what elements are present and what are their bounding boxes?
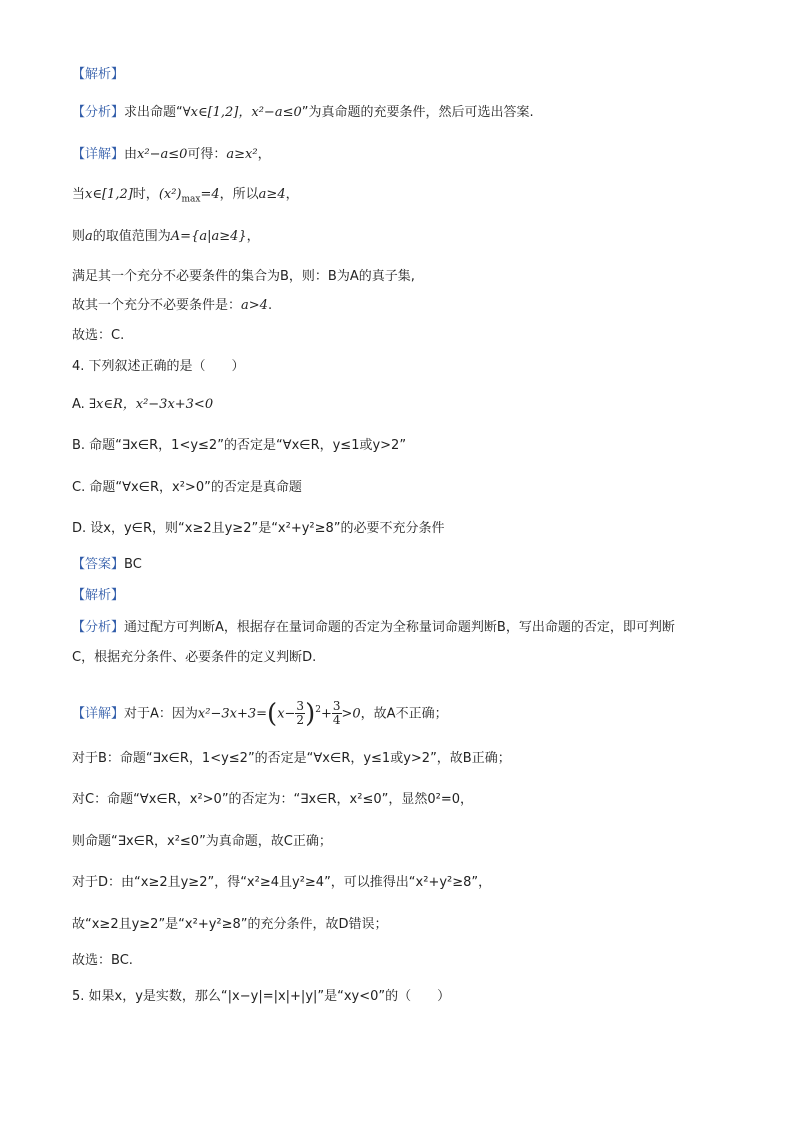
detail-line-1: 【详解】由x²−a≤0可得：a≥x²，: [72, 147, 271, 162]
answer: 【答案】BC: [72, 557, 142, 572]
detail-line-3: 则a的取值范围为A={a|a≥4}，: [72, 229, 260, 244]
detail-c-2: 则命题“∃x∈R，x²≤0”为真命题，故C正确；: [72, 834, 332, 849]
detail-d-1: 对于D：由“x≥2且y≥2”，得“x²≥4且y²≥4”，可以推得出“x²+y²≥8”，: [72, 875, 492, 890]
select-answer-2: 故选：BC.: [72, 953, 133, 968]
question-5: 5. 如果x，y是实数，那么“|x−y|=|x|+|y|”是“xy<0”的（ ）: [72, 989, 451, 1004]
section-label-analysis-1: 【解析】: [72, 67, 125, 82]
analysis-text-1: 【分析】求出命题“∀x∈[1,2]，x²−a≤0”为真命题的充要条件，然后可选出答案.: [72, 105, 534, 120]
option-d: D. 设x，y∈R，则“x≥2且y≥2”是“x²+y²≥8”的必要不充分条件: [72, 521, 445, 536]
option-c: C. 命题“∀x∈R，x²>0”的否定是真命题: [72, 480, 302, 495]
select-answer-1: 故选：C.: [72, 328, 125, 343]
detail-d-2: 故“x≥2且y≥2”是“x²+y²≥8”的充分条件，故D错误；: [72, 917, 388, 932]
option-b: B. 命题“∃x∈R，1<y≤2”的否定是“∀x∈R，y≤1或y>2”: [72, 438, 407, 453]
question-4: 4. 下列叙述正确的是（ ）: [72, 359, 245, 374]
detail-line-2: 当x∈[1,2]时，$(x^2)_{max}=4$，所以a≥4，: [72, 187, 299, 205]
detail-line-5: 故其一个充分不必要条件是：a>4.: [72, 298, 273, 313]
detail-line-4: 满足其一个充分不必要条件的集合为B，则：B为A的真子集,: [72, 269, 415, 284]
section-label-analysis-2: 【解析】: [72, 588, 125, 603]
option-a: A. ∃x∈R，x²−3x+3<0: [72, 397, 214, 412]
analysis-text-2a: 【分析】通过配方可判断A，根据存在量词命题的否定为全称量词命题判断B，写出命题的否定，即可判断: [72, 620, 675, 635]
detail-b: 对于B：命题“∃x∈R，1<y≤2”的否定是“∀x∈R，y≤1或y>2”，故B正确；: [72, 751, 511, 766]
analysis-text-2b: C，根据充分条件、必要条件的定义判断D.: [72, 650, 317, 665]
detail-a: 【详解】对于A：因为x²−3x+3=(x− $\frac{3}{2}$ )$^2$+ $\frac{3}{4}$ >0，故A不正确；: [72, 698, 448, 729]
detail-c-1: 对C：命题“∀x∈R，x²>0”的否定为：“∃x∈R，x²≤0”，显然0²=0，: [72, 792, 474, 807]
